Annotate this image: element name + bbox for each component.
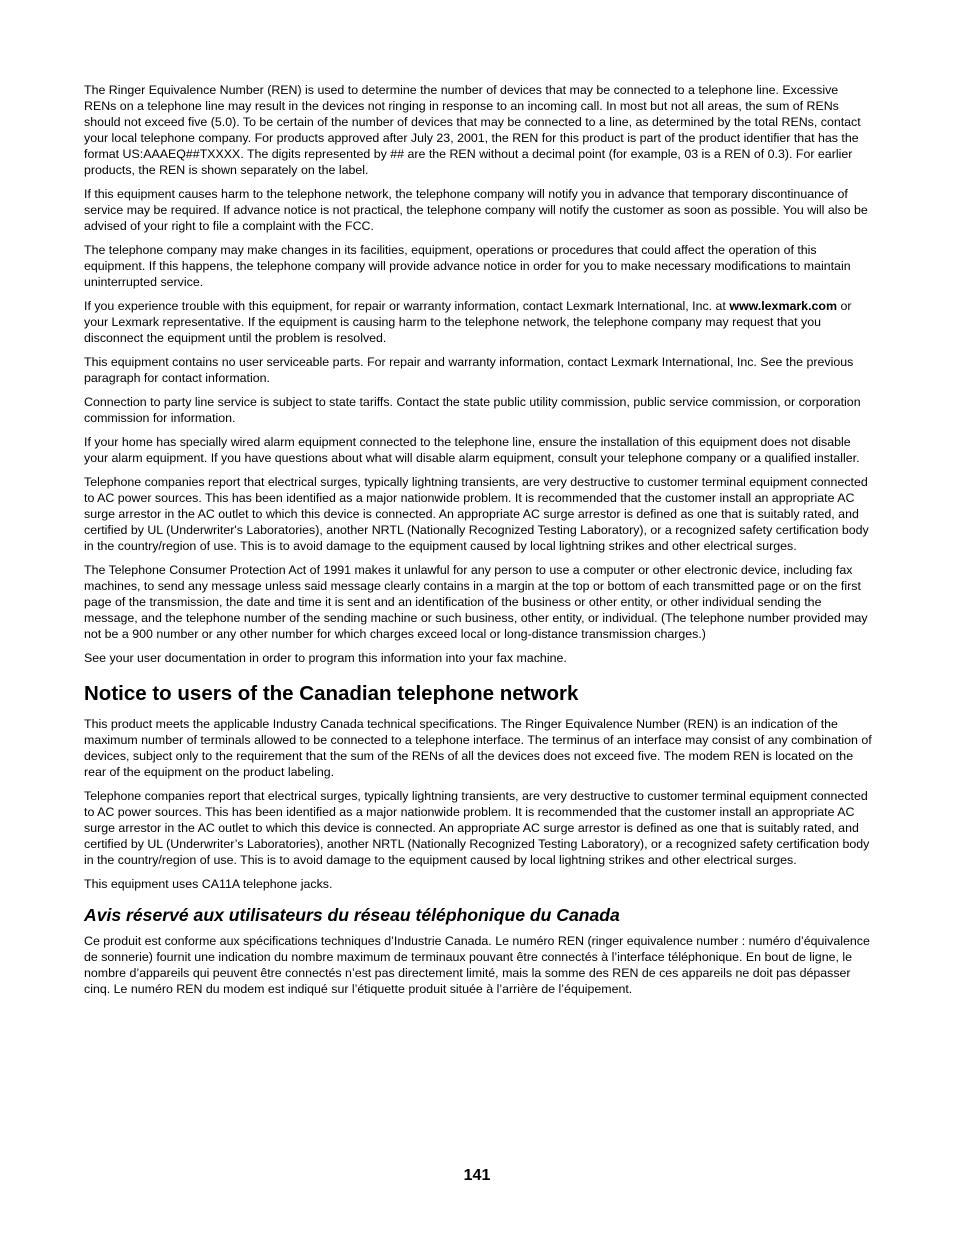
- surge-paragraph: Telephone companies report that electrical surges, typically lightning transients, are very destructive to customer terminal equipment connected to AC power sources. This has been identified as a major nationwide problem. It is recommended that the customer install an appropriate AC surge arrestor in the AC outlet to which this device is connected. An appropriate AC surge arrestor is defined as one that is suitably rated, and certified by UL (Underwriter's Laboratories), another NRTL (Nationally Recognized Testing Laboratory), or a recognized safety certification body in the country/region of use. This is to avoid damage to the equipment caused by local lightning strikes and other electrical surges.: [84, 475, 869, 553]
- document-body: [84, 82, 872, 1005]
- fax-program-paragraph: See your user documentation in order to program this information into your fax machine.: [84, 651, 567, 665]
- contact-text-before: If you experience trouble with this equipment, for repair or warranty information, contact Lexmark International, Inc. at: [84, 299, 730, 313]
- canada-spec-paragraph: This product meets the applicable Industry Canada technical specifications. The Ringer Equivalence Number (REN) is an indication of the maximum number of terminals allowed to be connected to a telephone interface. The terminus of an interface may consist of any combination of devices, subject only to the requirement that the sum of the RENs of all the devices does not exceed five. The modem REN is located on the rear of the equipment on the product labeling.: [84, 717, 872, 779]
- french-paragraph: Ce produit est conforme aux spécifications techniques d’Industrie Canada. Le numéro REN (ringer equivalence number : numéro d’équivalence de sonnerie) fournit une indication du nombre maximum de terminaux pouvant être connectés à l’interface téléphonique. En bout de ligne, le nombre d’appareils qui peuvent être connectés n’est pas directement limité, mais la somme des REN de ces appareils ne doit pas dépasser cinq. Le numéro REN du modem est indiqué sur l’étiquette produit située à l’arrière de l’équipement.: [84, 934, 870, 996]
- canada-surge-paragraph: Telephone companies report that electrical surges, typically lightning transients, are very destructive to customer terminal equipment connected to AC power sources. This has been identified as a major nationwide problem. It is recommended that the customer install an appropriate AC surge arrestor in the AC outlet to which this device is connected. An appropriate AC surge arrestor is defined as one that is suitably rated, and certified by UL (Underwriter’s Laboratories), another NRTL (Nationally Recognized Testing Laboratory), or a recognized safety certification body in the country/region of use. This is to avoid damage to the equipment caused by local lightning strikes and other electrical surges.: [84, 789, 870, 867]
- canada-jacks-paragraph: This equipment uses CA11A telephone jacks.: [84, 877, 333, 891]
- ren-paragraph: The Ringer Equivalence Number (REN) is used to determine the number of devices that may be connected to a telephone line. Excessive RENs on a telephone line may result in the devices not ringing in response to an incoming call. In most but not all areas, the sum of RENs should not exceed five (5.0). To be certain of the number of devices that may be connected to a line, as determined by the total RENs, contact your local telephone company. For products approved after July 23, 2001, the REN for this product is part of the product identifier that has the format US:AAAEQ##TXXXX. The digits represented by ## are the REN without a decimal point (for example, 03 is a REN of 0.3). For earlier products, the REN is shown separately on the label.: [84, 83, 861, 177]
- page-number: 141: [463, 1167, 491, 1184]
- contact-paragraph: [84, 298, 872, 346]
- network-harm-paragraph: If this equipment causes harm to the telephone network, the telephone company will notify you in advance that temporary discontinuance of service may be required. If advance notice is not practical, the telephone company will notify the customer as soon as possible. You will also be advised of your right to file a complaint with the FCC.: [84, 187, 868, 233]
- party-line-paragraph: Connection to party line service is subject to state tariffs. Contact the state public utility commission, public service commission, or corporation commission for information.: [84, 395, 861, 425]
- serviceable-parts-paragraph: This equipment contains no user serviceable parts. For repair and warranty information, contact Lexmark International, Inc. See the previous paragraph for contact information.: [84, 355, 854, 385]
- french-section-heading: Avis réservé aux utilisateurs du réseau téléphonique du Canada: [84, 905, 620, 925]
- canada-section-heading: Notice to users of the Canadian telephone network: [84, 682, 579, 705]
- lexmark-website-link[interactable]: www.lexmark.com: [729, 299, 837, 313]
- contact-text-after: or your Lexmark representative. If the equipment is causing harm to the telephone network, the telephone company may request that you disconnect the equipment until the problem is resolved.: [84, 299, 852, 345]
- alarm-equipment-paragraph: If your home has specially wired alarm equipment connected to the telephone line, ensure the installation of this equipment does not disable your alarm equipment. If you have questions about what will disable alarm equipment, consult your telephone company or a qualified installer.: [84, 435, 860, 465]
- tcpa-paragraph: The Telephone Consumer Protection Act of 1991 makes it unlawful for any person to use a computer or other electronic device, including fax machines, to send any message unless said message clearly contains in a margin at the top or bottom of each transmitted page or on the first page of the transmission, the date and time it is sent and an identification of the business or other entity, or other individual sending the message, and the telephone number of the sending machine or such business, other entity, or individual. (The telephone number provided may not be a 900 number or any other number for which charges exceed local or long-distance transmission charges.): [84, 563, 868, 641]
- facility-changes-paragraph: The telephone company may make changes in its facilities, equipment, operations or procedures that could affect the operation of this equipment. If this happens, the telephone company will provide advance notice in order for you to make necessary modifications to maintain uninterrupted service.: [84, 243, 851, 289]
